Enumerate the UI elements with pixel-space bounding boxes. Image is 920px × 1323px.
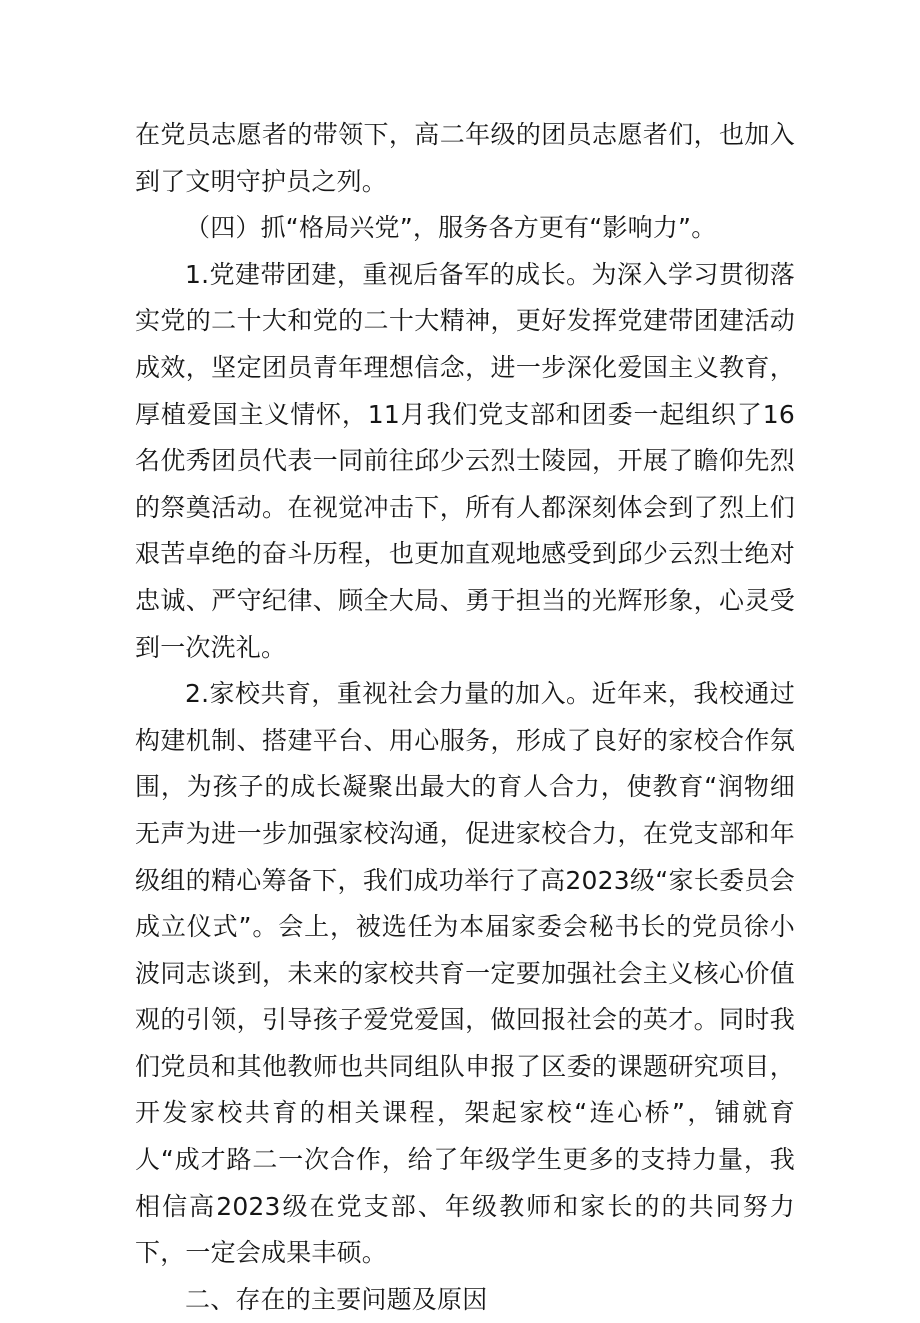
- paragraph-party-building: 1.党建带团建，重视后备军的成长。为深入学习贯彻落实党的二十大和党的二十大精神，更好发挥党建带团建活动成效，坚定团员青年理想信念，进一步深化爱国主义教育，厚植爱国主义情怀，11月我们党支部和团委一起组织了16名优秀团员代表一同前往邱少云烈士陵园，开展了瞻仰先烈的祭奠活动。在视觉冲击下，所有人都深刻体会到了烈上们艰苦卓绝的奋斗历程，也更加直观地感受到邱少云烈士绝对忠诚、严守纪律、顾全大局、勇于担当的光辉形象，心灵受到一次洗礼。: [135, 259, 795, 662]
- section-heading-problems: 二、存在的主要问题及原因: [185, 1284, 488, 1314]
- section-heading-four: （四）抓“格局兴党”，服务各方更有“影响力”。: [185, 213, 717, 243]
- paragraph-home-school: 2.家校共育，重视社会力量的加入。近年来，我校通过构建机制、搭建平台、用心服务，形成了良好的家校合作氛围，为孩子的成长凝聚出最大的育人合力，使教育“润物细无声为进一步加强家校沟通，促进家校合力，在党支部和年级组的精心筹备下，我们成功举行了高2023级“家长委员会成立仪式”。会上，被选任为本届家委会秘书长的党员徐小波同志谈到，未来的家校共育一定要加强社会主义核心价值观的引领，引导孩子爱党爱国，做回报社会的英才。同时我们党员和其他教师也共同组队申报了区委的课题研究项目，开发家校共育的相关课程，架起家校“连心桥”，铺就育人“成才路二一次合作，给了年级学生更多的支持力量，我相信高2023级在党支部、年级教师和家长的的共同努力下，一定会成果丰硕。: [135, 679, 795, 1268]
- document-body: [135, 112, 795, 1323]
- paragraph-continuation: 在党员志愿者的带领下，高二年级的团员志愿者们，也加入到了文明守护员之列。: [135, 120, 795, 196]
